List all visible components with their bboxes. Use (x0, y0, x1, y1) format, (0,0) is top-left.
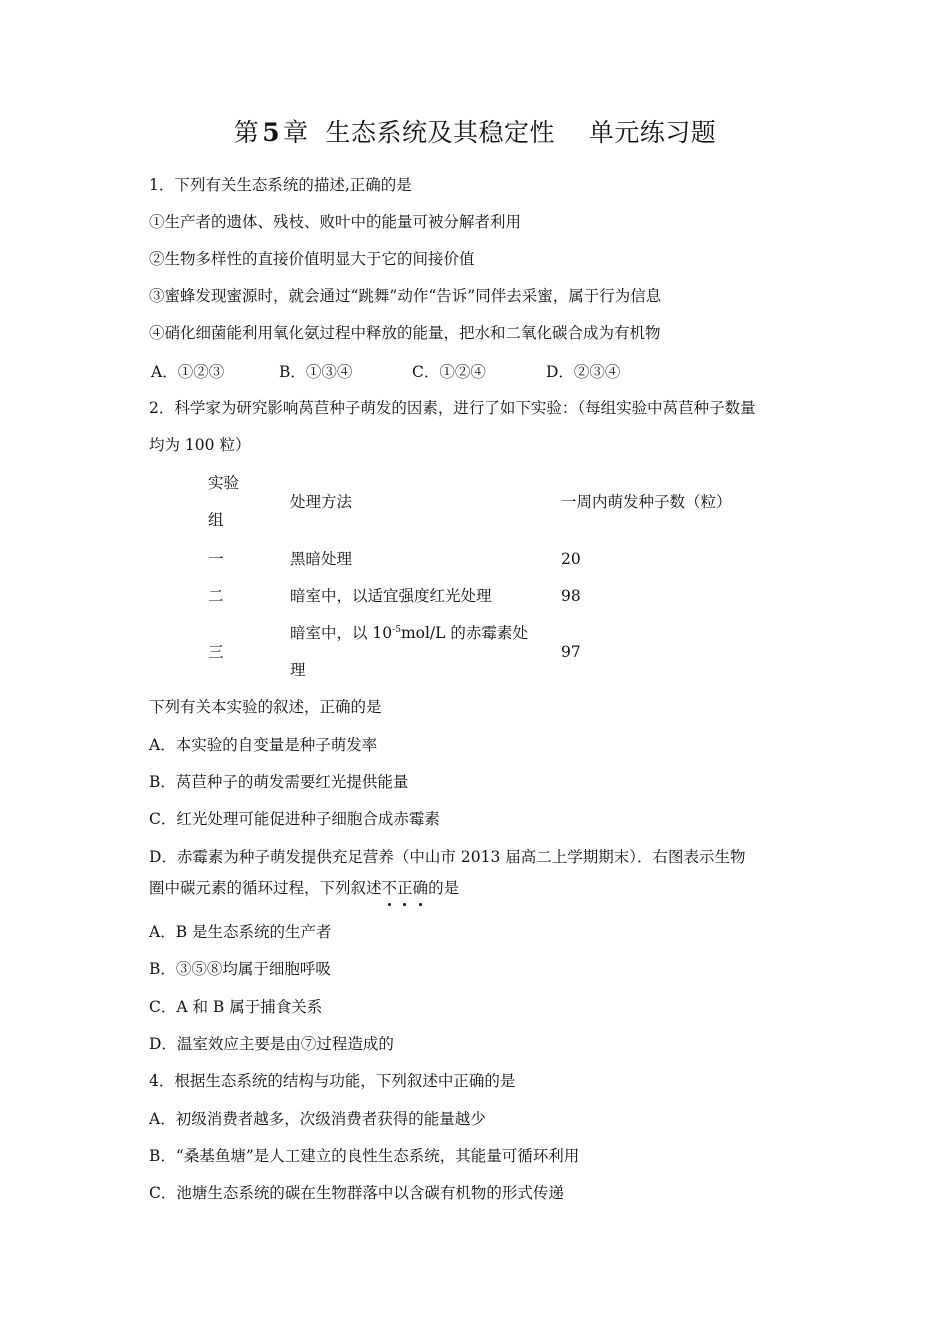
q1-option-b: B．①③④ (279, 363, 353, 381)
table-row3-method-line2: 理 (290, 661, 306, 679)
table-header-group-line1: 实验 (208, 474, 240, 492)
q3-option-b: B．③⑤⑧均属于细胞呼吸 (149, 960, 331, 978)
table-row1-group: 一 (208, 550, 224, 568)
title-suffix: 章 生态系统及其稳定性 单元练习题 (283, 118, 717, 147)
q2-option-b: B．莴苣种子的萌发需要红光提供能量 (149, 773, 409, 791)
row3-method-exponent: -5 (392, 625, 401, 635)
q2-option-d-line1: D．赤霉素为种子萌发提供充足营养（中山市 2013 届高二上学期期末）．右图表示生物 (149, 848, 746, 866)
q1-option-d: D．②③④ (546, 363, 621, 381)
page-title (0, 116, 950, 150)
table-row3-method-line1 (290, 622, 528, 644)
table-header-method: 处理方法 (290, 493, 353, 511)
title-chapter-number: 5 (262, 118, 281, 147)
option-d-line2-post: 的是 (428, 879, 460, 897)
q2-question: 下列有关本实验的叙述，正确的是 (149, 698, 382, 716)
emphasis-char-2: 正 (397, 879, 413, 897)
q1-item-3: ③蜜蜂发现蜜源时，就会通过“跳舞”动作“告诉”同伴去采蜜，属于行为信息 (149, 287, 662, 305)
emphasis-char-3: 确 (412, 879, 429, 897)
table-row2-method: 暗室中，以适宜强度红光处理 (290, 587, 492, 605)
table-header-group-line2: 组 (208, 511, 224, 529)
table-row2-group: 二 (208, 587, 224, 605)
q1-item-1: ①生产者的遗体、残枝、败叶中的能量可被分解者利用 (149, 213, 522, 231)
q1-option-c: C．①②④ (412, 363, 486, 381)
q1-stem: 1．下列有关生态系统的描述,正确的是 (149, 176, 412, 194)
table-row3-group: 三 (208, 643, 224, 661)
q4-option-c: C．池塘生态系统的碳在生物群落中以含碳有机物的形式传递 (149, 1184, 564, 1202)
q2-option-a: A．本实验的自变量是种子萌发率 (149, 736, 378, 754)
table-header-count: 一周内萌发种子数（粒） (561, 493, 732, 511)
q2-stem-line1: 2．科学家为研究影响莴苣种子萌发的因素，进行了如下实验：（每组实验中莴苣种子数量 (149, 399, 756, 417)
q4-option-b: B．“桑基鱼塘”是人工建立的良性生态系统，其能量可循环利用 (149, 1147, 580, 1165)
q3-option-a: A．B 是生态系统的生产者 (149, 923, 332, 941)
q2-option-c: C．红光处理可能促进种子细胞合成赤霉素 (149, 810, 440, 828)
table-row1-count: 20 (561, 550, 581, 568)
q2-stem-line2: 均为 100 粒） (149, 436, 251, 454)
title-prefix: 第 (233, 118, 260, 147)
q1-option-a: A．①②③ (151, 363, 225, 381)
q1-item-4: ④硝化细菌能利用氧化氨过程中释放的能量，把水和二氧化碳合成为有机物 (149, 324, 661, 342)
q2-option-d-line2 (149, 877, 459, 899)
table-row2-count: 98 (561, 587, 581, 605)
emphasis-char-1: 不 (381, 879, 398, 897)
row3-method-pre: 暗室中，以 10 (290, 624, 393, 642)
row3-method-post: mol/L 的赤霉素处 (400, 624, 528, 642)
q4-option-a: A．初级消费者越多，次级消费者获得的能量越少 (149, 1110, 486, 1128)
table-row1-method: 黑暗处理 (290, 550, 353, 568)
table-row3-count: 97 (561, 643, 581, 661)
q1-item-2: ②生物多样性的直接价值明显大于它的间接价值 (149, 250, 475, 268)
q3-option-d: D．温室效应主要是由⑦过程造成的 (149, 1035, 394, 1053)
option-d-line2-pre: 圈中碳元素的循环过程，下列叙述 (149, 879, 382, 897)
q3-option-c: C．A 和 B 属于捕食关系 (149, 998, 323, 1016)
q4-stem: 4．根据生态系统的结构与功能，下列叙述中正确的是 (149, 1072, 516, 1090)
